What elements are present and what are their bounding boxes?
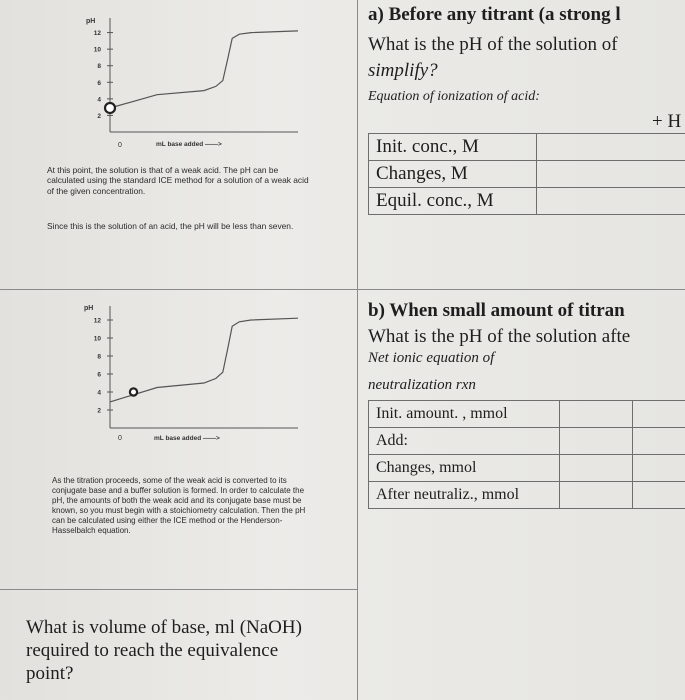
current-point-marker [105, 103, 115, 113]
table-cell[interactable] [633, 455, 685, 482]
ice-row-label: Changes, M [369, 161, 537, 188]
ph-graph-mid [78, 298, 318, 453]
y-tick-label: 12 [93, 30, 101, 38]
y-tick-label: 6 [97, 79, 101, 87]
table-row-label: After neutraliz., mmol [369, 482, 560, 509]
x-axis-label: mL base added ——> [154, 435, 220, 442]
origin-label: 0 [118, 435, 122, 442]
y-tick-label: 10 [93, 335, 101, 343]
row-divider-top [0, 289, 685, 290]
net-ionic-label: Net ionic equation of [368, 350, 495, 366]
ice-cell[interactable] [537, 161, 685, 188]
y-axis-label: pH [86, 18, 96, 25]
origin-label: 0 [118, 142, 122, 149]
ice-cell[interactable] [537, 188, 685, 215]
ph-graph-top [78, 10, 318, 150]
table-cell[interactable] [560, 482, 633, 509]
ice-row-label: Equil. conc., M [369, 188, 537, 215]
mid-explanation: As the titration proceeds, some of the weak acid is converted to its conjugate base and a buffer solution is formed. In order to calculate the pH, the amounts of both the weak acid and its conjugate base must be known, so you must begin with a stoichiometry calculation. Then the pH can be calculated using either the ICE method or the Henderson-Hasselbalch equation. [52, 476, 306, 536]
table-row-label: Add: [369, 428, 560, 455]
y-tick-label: 4 [97, 96, 101, 104]
ice-row-label: Init. conc., M [369, 134, 537, 161]
ice-cell[interactable] [537, 134, 685, 161]
titration-curve [110, 318, 298, 402]
table-row-label: Init. amount. , mmol [369, 401, 560, 428]
y-tick-label: 4 [97, 389, 101, 397]
table-cell[interactable] [560, 455, 633, 482]
table-cell[interactable] [560, 401, 633, 428]
y-tick-label: 8 [97, 353, 101, 361]
table-cell[interactable] [560, 428, 633, 455]
section-a-title: a) Before any titrant (a strong l [368, 4, 621, 25]
y-tick-label: 2 [97, 112, 101, 120]
neutralization-table [368, 400, 685, 509]
y-axis-label: pH [84, 305, 94, 312]
section-b-question: What is the pH of the solution afte [368, 326, 631, 347]
row-divider-mid [0, 589, 357, 590]
titration-curve [110, 31, 298, 108]
ionization-equation-label: Equation of ionization of acid: [368, 89, 540, 104]
x-axis-label: mL base added ——> [156, 141, 222, 148]
y-tick-label: 12 [93, 317, 101, 325]
section-b-title: b) When small amount of titran [368, 300, 625, 321]
current-point-marker [130, 388, 137, 395]
equivalence-volume-question: What is volume of base, ml (NaOH) required to reach the equivalence point? [26, 617, 302, 684]
neutralization-label: neutralization rxn [368, 377, 476, 393]
table-row-label: Changes, mmol [369, 455, 560, 482]
table-cell[interactable] [633, 482, 685, 509]
section-a-question: What is the pH of the solution of [368, 34, 618, 55]
ice-table [368, 133, 685, 215]
table-cell[interactable] [633, 428, 685, 455]
y-tick-label: 8 [97, 63, 101, 71]
column-divider [357, 0, 358, 700]
equation-plus-h: + H [652, 111, 682, 132]
y-tick-label: 6 [97, 371, 101, 379]
section-a-question-cont: simplify? [368, 60, 438, 81]
y-tick-label: 2 [97, 407, 101, 415]
top-explanation-1: At this point, the solution is that of a weak acid. The pH can be calculated using the standard ICE method for a solution of a weak acid of the given concentration. [47, 165, 309, 196]
y-tick-label: 10 [93, 46, 101, 54]
table-cell[interactable] [633, 401, 685, 428]
top-explanation-2: Since this is the solution of an acid, the pH will be less than seven. [47, 221, 294, 231]
